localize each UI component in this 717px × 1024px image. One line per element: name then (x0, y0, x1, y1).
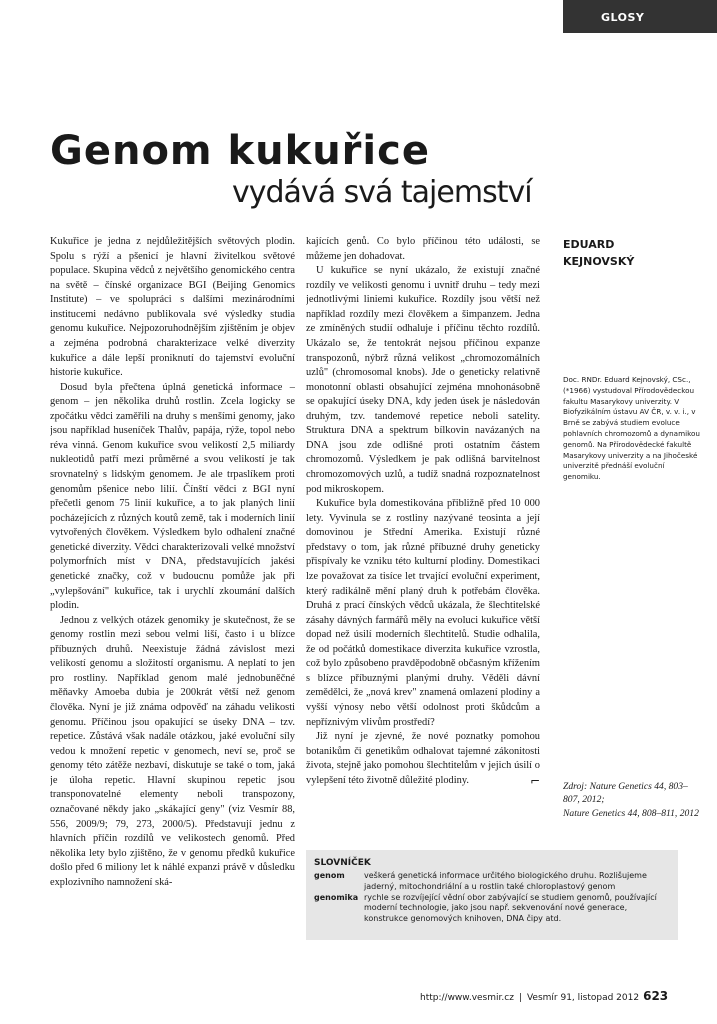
paragraph: Kukuřice je jedna z nejdůležitějších světových plodin. Spolu s rýží a pšenicí je hlavní živitelkou světové populace. Skupina vědců z největšího genomického centra na světě – čínské organizace BGI (Beijing Genomics Institute) – ve spolupráci s dalšími mezinárodními institucemi nedávno publikovala své výsledky studia genomu kukuřice. Nejpozoruhodnějším zjištěním je objev a zejména podrobná charakterizace velké diverzity kukuřice a dále lepší proniknutí do tajemství evoluční historie kukuřice. (50, 236, 295, 379)
source-citation (563, 780, 703, 820)
end-mark: ⌐ (529, 773, 540, 788)
paragraph: Dosud byla přečtena úplná genetická informace – genom – jen několika druhů rostlin. Zcela logicky se zpočátku vědci zaměřili na druhy s menšími genomy, jako jsou například huseníček Thalův, papája, rýže, topol nebo réva vinná. Genom kukuřice svou velikostí 2,5 miliardy nukleotidů patří mezi průměrné a svou velikostí je tak srovnatelný s lidským genomem. Je ale trpaslíkem proti genomům pšenice nebo lilií. Čínští vědci z BGI nyní přečetli genom 75 linií kukuřice, a to jak planých linií pocházejících z různých koutů země, tak i moderních linií vytvořených člověkem. Výsledkem bylo odhalení značné genetické diverzity. Vědci charakterizovali velké množství polymorfních míst v DNA, představujících jakési genetické značky, což v budoucnu pomůže jak při „vylepšování" kukuřice, tak i urychlí zkoumání dalších plodin. (50, 381, 295, 612)
author-name (563, 237, 703, 270)
glossary-definition: rychle se rozvíjející vědní obor zabývající se studiem genomů, používající moderní technologie, jako jsou např. sekvenování nové generace, konstrukce genomových knihoven, DNA čipy atd. (364, 892, 657, 924)
page-footer (420, 989, 668, 1003)
footer-url[interactable]: http://www.vesmir.cz (420, 993, 514, 1003)
section-label: GLOSY (601, 11, 645, 24)
glossary-definition: veškerá genetická informace určitého biologického druhu. Rozlišujeme jaderný, mitochondriální a u rostlin také chloroplastový genom (364, 871, 647, 891)
author-first-name: EDUARD (563, 238, 615, 251)
author-bio: Doc. RNDr. Eduard Kejnovský, CSc., (*1966) vystudoval Přírodovědeckou fakultu Masarykovy univerzity. V Biofyzikálním ústavu AV ČR, v. v. i., v Brně se zabývá studiem evoluce pohlavních chromozomů a dynamikou genomů. Na Přírodovědecké fakultě Masarykovy univerzity a na Jihočeské univerzitě přednáší evoluční genomiku. (563, 375, 700, 482)
source-line: Nature Genetics 44, 808–811, 2012 (563, 807, 699, 819)
page-number: 623 (643, 989, 669, 1003)
paragraph: Kukuřice byla domestikována přibližně před 10 000 lety. Vyvinula se z rostliny nazývané teosinta a její domovinou je Střední Amerika. Existují různé představy o tom, jak různé příbuzné druhy geneticky přispívaly ke vzniku této kulturní plodiny. Domestikaci lze považovat za tisíce let trvající evoluční experiment, který radikálně mění planý druh k potřebám člověka. Druhá z prací čínských vědců ukázala, že šlechtitelské zásahy dávných farmářů měly na evoluci kukuřice větší dopad než úsilí moderních šlechtitelů. Studie odhalila, že od počátků domestikace diverzita kukuřice vzrostla, což bylo způsobeno pravděpodobně občasným křížením s blízce příbuznými planými druhy. Věděli dávní zemědělci, že „nová krev" znamená omlazení plodiny a vyšší výnosy nebo větší odolnost proti škůdcům a nepříznivým vlivům prostředí? (306, 498, 540, 728)
article-subtitle: vydává svá tajemství (232, 175, 532, 210)
paragraph: Jednou z velkých otázek genomiky je skutečnost, že se genomy rostlin mezi sebou velmi liší, často i u blízce příbuzných druhů. Neexistuje žádná závislost mezi velikostí genomu a složitostí organismu. A neplatí to jen pro rostliny. Například genom malé jednobuněčné měňavky Amoeba dubia je 200krát větší než genom člověka. Nyní je již známa odpověď na záhadu velikosti genomu. Příčinou jsou opakující se úseky DNA – tzv. repetice. Zůstává však nadále otázkou, jaké evoluční síly vedou k množení repetic v genomech, neví se, proč se genomy této zátěže nezbaví, diskutuje se také o tom, jaká je úloha repetic. Hlavní skupinou repetic jsou transponovatelné elementy neboli transpozony, označované někdy jako „skákající geny" (viz Vesmír 88, 556, 2009/9; 79, 273, 2000/5). Představují jednu z hlavních příčin rozdílů ve velikostech genomů. Před několika lety bylo zjištěno, že v genomu předků kukuřice došlo před 6 miliony let k náhlé expanzi právě v důsledku explozivního namnožení ská- (50, 614, 295, 888)
paragraph: U kukuřice se nyní ukázalo, že existují značné rozdíly ve velikosti genomu i uvnitř druhu – tedy mezi jednotlivými liniemi kukuřice. Rozdíly jsou větší než například rozdíly mezi člověkem a šimpanzem. Jedna ze zmíněných studií odhaluje i příčinu těchto rozdílů. Ukázalo se, že tentokrát nejsou příčinou expanze transpozonů, nýbrž různá velikost „chromozomálních uzlů" (chromosomal knobs). Jde o geneticky relativně monotonní oblasti obsahující zejména mnohonásobně se opakující úseky DNA, kdy jeden úsek je následován druhým, tzv. tandemové repetice neboli satelity. Struktura DNA a spektrum bílkovin navázaných na DNA jsou zde odlišné proti ostatním částem chromozomů. Výsledkem je pak odlišná barvitelnost chromozomových uzlů, a tudíž snadná rozpoznatelnost pod mikroskopem. (306, 265, 540, 495)
glossary-entry (314, 871, 670, 893)
footer-issue: Vesmír 91, listopad 2012 (526, 993, 640, 1003)
footer-separator: | (518, 993, 522, 1003)
glossary-entry (314, 893, 670, 925)
glossary-term: genom (314, 871, 345, 880)
article-column-1 (50, 235, 295, 1005)
source-line: Zdroj: Nature Genetics 44, 803–807, 2012; (563, 781, 688, 806)
section-tab (563, 0, 717, 33)
paragraph: kajících genů. Co bylo příčinou této události, se můžeme jen dohadovat. (306, 236, 540, 262)
paragraph (306, 730, 540, 788)
article-column-2 (306, 235, 540, 845)
glossary-title: SLOVNÍČEK (314, 858, 371, 868)
author-last-name: KEJNOVSKÝ (563, 254, 635, 268)
article-title: Genom kukuřice (50, 128, 430, 174)
glossary-term: genomika (314, 892, 359, 902)
glossary-box (306, 850, 678, 940)
paragraph-text: Již nyní je zjevné, že nové poznatky pomohou botanikům či genetikům odhalovat tajemné zákonitosti života, stejně jako pomohou šlechtitelům v jejich úsilí o vylepšení této životně důležité plodiny. (306, 731, 540, 786)
